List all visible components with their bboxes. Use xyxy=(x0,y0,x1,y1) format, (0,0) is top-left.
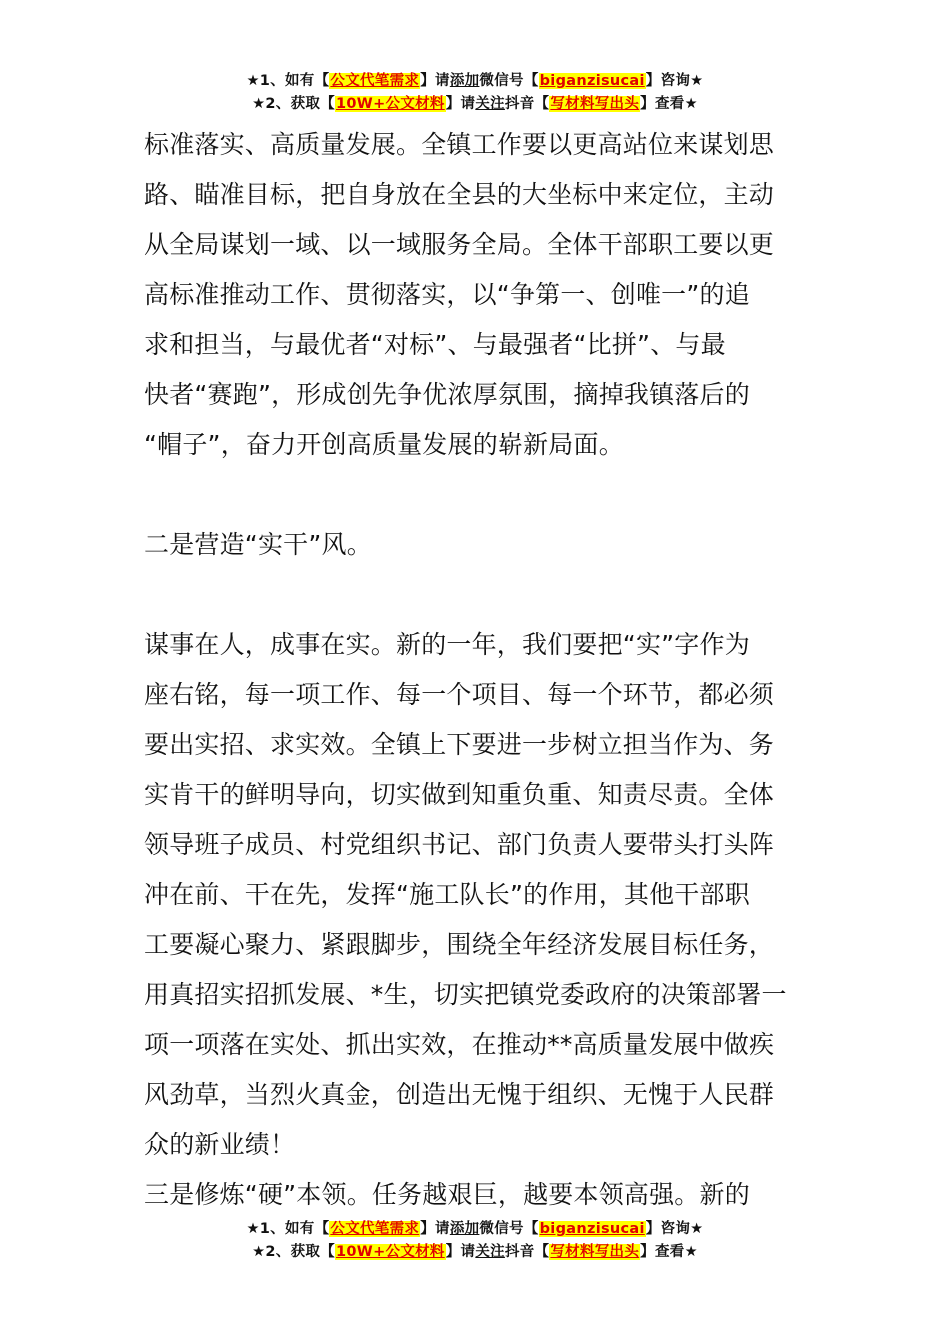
banner-line-1 xyxy=(0,70,950,93)
body-line: 座右铭，每一项工作、每一个项目、每一个环节，都必须 xyxy=(144,680,775,709)
banner-text: 微信号【 xyxy=(479,73,539,89)
banner-text: 】查看★ xyxy=(640,96,698,112)
banner-highlight: 公文代笔需求 xyxy=(330,1221,420,1237)
banner-text: 】请 xyxy=(420,1221,450,1237)
header-ad-banner xyxy=(0,70,950,116)
banner-highlight: 10W+公文材料 xyxy=(336,96,445,112)
banner-highlight: 公文代笔需求 xyxy=(330,73,420,89)
banner-text: 】请 xyxy=(420,73,450,89)
banner-douyin-id: 写材料写出头 xyxy=(550,1244,640,1260)
banner-underline: 添加 xyxy=(449,1221,480,1237)
body-line: 项一项落在实处、抓出实效，在推动**高质量发展中做疾 xyxy=(144,1030,775,1059)
body-line: 风劲草，当烈火真金，创造出无愧于组织、无愧于人民群 xyxy=(144,1080,775,1109)
banner-text: ★2、获取【 xyxy=(252,1244,335,1260)
banner-text: 抖音【 xyxy=(504,96,550,112)
banner-text: ★1、如有【 xyxy=(246,1221,330,1237)
body-line: 众的新业绩！ xyxy=(144,1130,296,1159)
banner-wechat-id: biganzisucai xyxy=(539,73,645,89)
banner-text: ★2、获取【 xyxy=(252,96,335,112)
body-line: 用真招实招抓发展、*生，切实把镇党委政府的决策部署一 xyxy=(144,980,787,1009)
footer-ad-banner xyxy=(0,1218,950,1264)
banner-wechat-id: biganzisucai xyxy=(539,1221,645,1237)
body-line: 要出实招、求实效。全镇上下要进一步树立担当作为、务 xyxy=(144,730,775,759)
section-heading: 二是营造“实干”风。 xyxy=(144,530,372,559)
body-line: 路、瞄准目标，把自身放在全县的大坐标中来定位，主动 xyxy=(144,180,775,209)
paragraph-gap xyxy=(144,570,814,620)
banner-text: 抖音【 xyxy=(504,1244,550,1260)
banner-underline: 关注 xyxy=(475,1244,505,1260)
body-line: 领导班子成员、村党组织书记、部门负责人要带头打头阵 xyxy=(144,830,775,859)
document-body xyxy=(144,120,814,1220)
banner-text: 】请 xyxy=(445,96,476,112)
body-line: 实肯干的鲜明导向，切实做到知重负重、知责尽责。全体 xyxy=(144,780,775,809)
banner-line-1 xyxy=(0,1218,950,1241)
banner-text: 】咨询★ xyxy=(645,1221,704,1237)
body-line: 求和担当，与最优者“对标”、与最强者“比拼”、与最 xyxy=(144,330,726,359)
body-line: 三是修炼“硬”本领。任务越艰巨，越要本领高强。新的 xyxy=(144,1180,750,1209)
body-line: 冲在前、干在先，发挥“施工队长”的作用，其他干部职 xyxy=(144,880,750,909)
body-line: “帽子”，奋力开创高质量发展的崭新局面。 xyxy=(144,430,624,459)
body-line: 从全局谋划一域、以一域服务全局。全体干部职工要以更 xyxy=(144,230,775,259)
body-line: 工要凝心聚力、紧跟脚步，围绕全年经济发展目标任务， xyxy=(144,930,775,959)
banner-text: 】请 xyxy=(445,1244,476,1260)
body-line: 标准落实、高质量发展。全镇工作要以更高站位来谋划思 xyxy=(144,130,775,159)
body-line: 快者“赛跑”，形成创先争优浓厚氛围，摘掉我镇落后的 xyxy=(144,380,750,409)
banner-line-2 xyxy=(0,93,950,116)
banner-underline: 添加 xyxy=(449,73,480,89)
banner-highlight: 10W+公文材料 xyxy=(336,1244,445,1260)
banner-line-2 xyxy=(0,1241,950,1264)
banner-text: ★1、如有【 xyxy=(246,73,330,89)
paragraph-gap xyxy=(144,470,814,520)
banner-text: 】查看★ xyxy=(640,1244,698,1260)
banner-text: 】咨询★ xyxy=(645,73,704,89)
body-line: 谋事在人，成事在实。新的一年，我们要把“实”字作为 xyxy=(144,630,750,659)
banner-douyin-id: 写材料写出头 xyxy=(550,96,640,112)
banner-text: 微信号【 xyxy=(479,1221,539,1237)
body-line: 高标准推动工作、贯彻落实，以“争第一、创唯一”的追 xyxy=(144,280,750,309)
banner-underline: 关注 xyxy=(475,96,505,112)
